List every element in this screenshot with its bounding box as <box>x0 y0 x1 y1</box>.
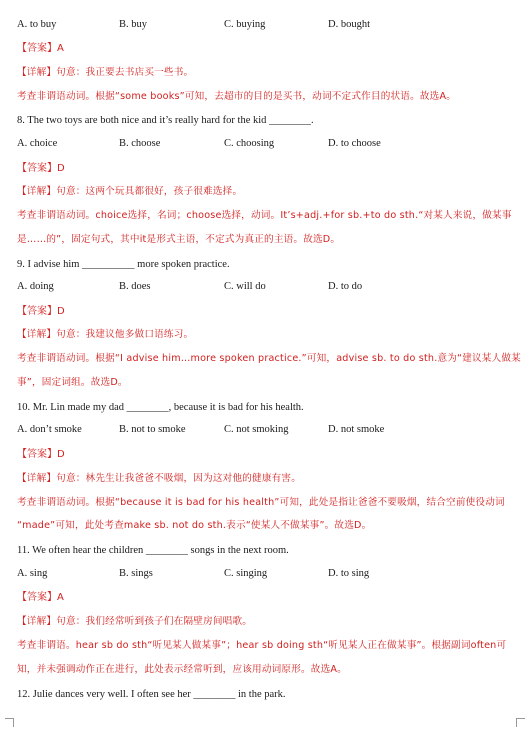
q11-explanation-line-2: 知，并未强调动作正在进行，此处表示经常听到，应该用动词原形。故选A。 <box>17 664 347 675</box>
q8-option-d: D. to choose <box>328 138 381 149</box>
q11-stem: 11. We often hear the children ________ songs in the next room. <box>17 545 289 556</box>
q11-option-c: C. singing <box>224 568 268 579</box>
q11-option-a: A. sing <box>17 568 48 579</box>
q8-stem: 8. The two toys are both nice and it’s really hard for the kid ________. <box>17 115 314 126</box>
q8-options <box>17 138 507 152</box>
q8-explanation-line-2: 是……的”，固定句式，其中it是形式主语，不定式为真正的主语。故选D。 <box>17 234 341 245</box>
page-corner-mark-right <box>516 718 525 727</box>
q10-options <box>17 424 507 438</box>
q8-answer: 【答案】D <box>17 163 65 174</box>
q7-option-c: C. buying <box>224 19 266 30</box>
q9-detail: 【详解】句意：我建议他多做口语练习。 <box>17 329 194 340</box>
q9-option-a: A. doing <box>17 281 54 292</box>
q9-stem: 9. I advise him __________ more spoken practice. <box>17 259 230 270</box>
q8-detail: 【详解】句意：这两个玩具都很好，孩子很难选择。 <box>17 186 243 197</box>
q7-options <box>17 19 507 33</box>
q10-option-c: C. not smoking <box>224 424 289 435</box>
q10-stem: 10. Mr. Lin made my dad ________, because it is bad for his health. <box>17 402 304 413</box>
q8-option-b: B. choose <box>119 138 161 149</box>
q7-option-b: B. buy <box>119 19 148 30</box>
q10-explanation-line-2: “made”可知，此处考查make sb. not do sth.表示“使某人不做某事”。故选D。 <box>17 520 372 531</box>
q9-option-b: B. does <box>119 281 151 292</box>
page-corner-mark-left <box>5 718 14 727</box>
q11-option-b: B. sings <box>119 568 153 579</box>
q8-option-a: A. choice <box>17 138 58 149</box>
q9-option-d: D. to do <box>328 281 363 292</box>
q10-option-b: B. not to smoke <box>119 424 186 435</box>
q11-option-d: D. to sing <box>328 568 370 579</box>
q9-explanation-line-2: 事”，固定词组。故选D。 <box>17 377 128 388</box>
q11-options <box>17 568 507 582</box>
q9-explanation-line-1: 考查非谓语动词。根据“I advise him…more spoken practice.”可知，advise sb. to do sth.意为“建议某人做某 <box>17 353 521 364</box>
q8-option-c: C. choosing <box>224 138 275 149</box>
q9-options <box>17 281 507 295</box>
q10-detail: 【详解】句意：林先生让我爸爸不吸烟，因为这对他的健康有害。 <box>17 473 302 484</box>
q9-answer: 【答案】D <box>17 306 65 317</box>
q11-detail: 【详解】句意：我们经常听到孩子们在隔壁房间唱歌。 <box>17 616 253 627</box>
q7-answer: 【答案】A <box>17 43 64 54</box>
q10-answer: 【答案】D <box>17 449 65 460</box>
q7-option-a: A. to buy <box>17 19 57 30</box>
q10-option-d: D. not smoke <box>328 424 385 435</box>
q10-explanation-line-1: 考查非谓语动词。根据“because it is bad for his health”可知，此处是指让爸爸不要吸烟，结合空前使役动词 <box>17 497 505 508</box>
q7-explanation: 考查非谓语动词。根据“some books”可知，去超市的目的是买书，动词不定式作目的状语。故选A。 <box>17 91 457 102</box>
q9-option-c: C. will do <box>224 281 266 292</box>
q11-explanation-line-1: 考查非谓语。hear sb do sth“听见某人做某事”；hear sb doing sth“听见某人正在做某事”。根据副词often可 <box>17 640 507 651</box>
q11-answer: 【答案】A <box>17 592 64 603</box>
q7-option-d: D. bought <box>328 19 370 30</box>
q12-stem: 12. Julie dances very well. I often see her ________ in the park. <box>17 689 286 700</box>
q10-option-a: A. don’t smoke <box>17 424 82 435</box>
q7-detail: 【详解】句意：我正要去书店买一些书。 <box>17 67 194 78</box>
q8-explanation-line-1: 考查非谓语动词。choice选择，名词；choose选择，动词。It’s+adj.+for sb.+to do sth.“对某人来说，做某事 <box>17 210 512 221</box>
